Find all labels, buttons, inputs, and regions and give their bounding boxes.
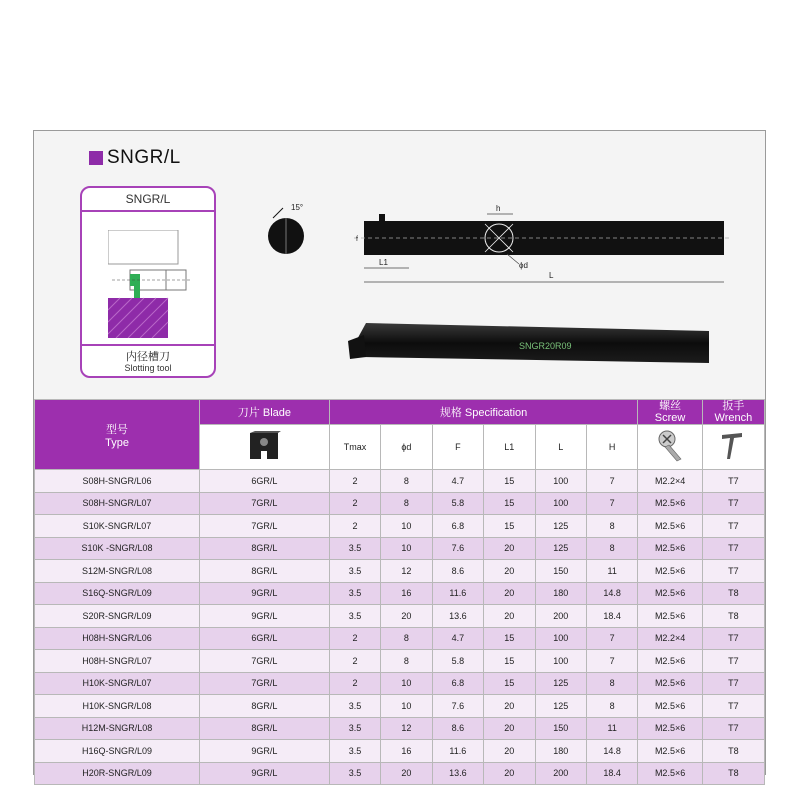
table-cell: 16	[381, 582, 432, 605]
table-cell: 9GR/L	[200, 740, 330, 763]
col-header-spec: 规格 Specification	[329, 400, 638, 425]
table-cell: 8	[381, 627, 432, 650]
table-cell: 2	[329, 492, 380, 515]
table-cell: 20	[484, 560, 535, 583]
table-cell: 3.5	[329, 582, 380, 605]
table-cell: 8	[586, 672, 637, 695]
table-cell: 4.7	[432, 470, 483, 493]
table-cell: 125	[535, 537, 586, 560]
tool-photo	[344, 315, 709, 375]
table-cell: T7	[702, 672, 764, 695]
table-cell: M2.5×6	[638, 492, 702, 515]
table-cell: 12	[381, 560, 432, 583]
blade-image-cell	[200, 425, 330, 470]
table-cell: M2.5×6	[638, 560, 702, 583]
tool-type-badge	[80, 186, 216, 378]
badge-label-en: Slotting tool	[124, 363, 172, 373]
table-cell: 8GR/L	[200, 717, 330, 740]
table-cell: T7	[702, 695, 764, 718]
table-row	[35, 740, 765, 763]
table-cell: 3.5	[329, 560, 380, 583]
table-cell: 7	[586, 492, 637, 515]
table-cell: M2.5×6	[638, 582, 702, 605]
table-cell: T7	[702, 650, 764, 673]
product-heading	[89, 147, 181, 169]
model-cell: S08H-SNGR/L06	[35, 470, 200, 493]
table-cell: 20	[484, 740, 535, 763]
table-cell: 180	[535, 582, 586, 605]
table-cell: 15	[484, 470, 535, 493]
col-header-screw	[638, 400, 702, 425]
table-cell: 8	[586, 537, 637, 560]
l1-label: L1	[379, 258, 388, 267]
table-cell: 8	[586, 695, 637, 718]
table-cell: T8	[702, 582, 764, 605]
table-cell: 10	[381, 537, 432, 560]
table-cell: 18.4	[586, 762, 637, 785]
table-cell: 8	[586, 515, 637, 538]
model-cell: S10K-SNGR/L07	[35, 515, 200, 538]
dimension-drawing	[259, 196, 729, 296]
table-cell: T7	[702, 492, 764, 515]
table-row	[35, 627, 765, 650]
sub-header: Tmax	[329, 425, 380, 470]
table-cell: 10	[381, 515, 432, 538]
model-cell: H10K-SNGR/L08	[35, 695, 200, 718]
catalog-panel	[33, 130, 766, 779]
model-cell: H20R-SNGR/L09	[35, 762, 200, 785]
table-cell: 3.5	[329, 740, 380, 763]
table-cell: 5.8	[432, 650, 483, 673]
model-cell: S12M-SNGR/L08	[35, 560, 200, 583]
product-title: SNGR/L	[107, 147, 181, 168]
col-type-en: Type	[105, 436, 129, 449]
table-cell: M2.5×6	[638, 717, 702, 740]
model-cell: H10K-SNGR/L07	[35, 672, 200, 695]
table-cell: 8	[381, 650, 432, 673]
table-cell: 10	[381, 672, 432, 695]
table-cell: 2	[329, 627, 380, 650]
table-cell: T7	[702, 560, 764, 583]
table-cell: 12	[381, 717, 432, 740]
table-cell: M2.5×6	[638, 537, 702, 560]
table-cell: T8	[702, 605, 764, 628]
model-cell: S20R-SNGR/L09	[35, 605, 200, 628]
tool-engraving: SNGR20R09	[519, 341, 572, 351]
sub-header: L	[535, 425, 586, 470]
screw-icon	[655, 429, 685, 463]
table-cell: 3.5	[329, 695, 380, 718]
table-cell: 125	[535, 515, 586, 538]
col-wrench-en: Wrench	[714, 412, 753, 424]
table-cell: 7GR/L	[200, 515, 330, 538]
table-cell: M2.5×6	[638, 650, 702, 673]
table-cell: 13.6	[432, 605, 483, 628]
table-cell: 8.6	[432, 560, 483, 583]
wrench-image-cell	[702, 425, 764, 470]
insert-blade-icon	[247, 429, 281, 463]
model-cell: S08H-SNGR/L07	[35, 492, 200, 515]
table-cell: 18.4	[586, 605, 637, 628]
table-cell: 9GR/L	[200, 762, 330, 785]
table-row	[35, 492, 765, 515]
table-cell: 200	[535, 605, 586, 628]
table-cell: 9GR/L	[200, 605, 330, 628]
angle-label: 15°	[291, 203, 304, 212]
table-cell: 15	[484, 650, 535, 673]
table-row	[35, 762, 765, 785]
table-cell: 200	[535, 762, 586, 785]
table-cell: 8GR/L	[200, 695, 330, 718]
table-row	[35, 717, 765, 740]
table-cell: M2.5×6	[638, 740, 702, 763]
col-header-type	[35, 400, 200, 470]
table-row	[35, 695, 765, 718]
table-cell: 100	[535, 470, 586, 493]
table-cell: M2.2×4	[638, 470, 702, 493]
table-cell: 2	[329, 650, 380, 673]
table-cell: 11.6	[432, 740, 483, 763]
phi-d-label: ϕd	[519, 261, 528, 270]
table-cell: 6GR/L	[200, 470, 330, 493]
sub-header: L1	[484, 425, 535, 470]
table-cell: 6GR/L	[200, 627, 330, 650]
sub-header: H	[586, 425, 637, 470]
model-cell: H16Q-SNGR/L09	[35, 740, 200, 763]
specification-table	[34, 399, 765, 785]
table-cell: 7	[586, 470, 637, 493]
badge-label-cn: 内径槽刀	[126, 351, 170, 363]
table-cell: 150	[535, 717, 586, 740]
table-cell: 100	[535, 627, 586, 650]
table-cell: T7	[702, 515, 764, 538]
table-cell: T7	[702, 537, 764, 560]
table-cell: 100	[535, 492, 586, 515]
table-cell: 7GR/L	[200, 650, 330, 673]
table-cell: 125	[535, 695, 586, 718]
table-cell: 20	[484, 537, 535, 560]
model-cell: H08H-SNGR/L07	[35, 650, 200, 673]
table-row	[35, 605, 765, 628]
table-cell: 20	[484, 582, 535, 605]
h-label: h	[496, 204, 501, 213]
table-row	[35, 515, 765, 538]
table-cell: 3.5	[329, 717, 380, 740]
table-cell: 14.8	[586, 582, 637, 605]
table-cell: 100	[535, 650, 586, 673]
table-cell: 16	[381, 740, 432, 763]
table-cell: 7	[586, 650, 637, 673]
table-cell: 15	[484, 627, 535, 650]
badge-title: SNGR/L	[125, 192, 171, 206]
table-cell: M2.2×4	[638, 627, 702, 650]
table-cell: 125	[535, 672, 586, 695]
table-cell: M2.5×6	[638, 605, 702, 628]
torx-wrench-icon	[718, 429, 748, 463]
table-row	[35, 650, 765, 673]
model-cell: S10K -SNGR/L08	[35, 537, 200, 560]
internal-slotting-diagram-icon	[108, 230, 192, 338]
table-cell: M2.5×6	[638, 695, 702, 718]
table-cell: 5.8	[432, 492, 483, 515]
table-cell: 7.6	[432, 537, 483, 560]
table-cell: T8	[702, 762, 764, 785]
table-cell: T7	[702, 627, 764, 650]
sub-header: ϕd	[381, 425, 432, 470]
table-row	[35, 470, 765, 493]
table-cell: 20	[484, 762, 535, 785]
table-cell: 4.7	[432, 627, 483, 650]
table-cell: 7	[586, 627, 637, 650]
table-cell: 2	[329, 672, 380, 695]
table-cell: 150	[535, 560, 586, 583]
table-cell: 6.8	[432, 672, 483, 695]
col-type-cn: 型号	[106, 423, 129, 436]
table-cell: 13.6	[432, 762, 483, 785]
table-cell: 3.5	[329, 537, 380, 560]
model-cell: H12M-SNGR/L08	[35, 717, 200, 740]
table-cell: 20	[484, 695, 535, 718]
table-row	[35, 672, 765, 695]
table-cell: 8	[381, 492, 432, 515]
table-cell: T7	[702, 717, 764, 740]
table-cell: T7	[702, 470, 764, 493]
product-overview	[34, 131, 765, 399]
table-cell: 20	[381, 605, 432, 628]
screw-image-cell	[638, 425, 702, 470]
sub-header: F	[432, 425, 483, 470]
table-cell: T8	[702, 740, 764, 763]
table-cell: 7GR/L	[200, 492, 330, 515]
table-cell: 20	[381, 762, 432, 785]
table-cell: M2.5×6	[638, 672, 702, 695]
table-cell: 3.5	[329, 605, 380, 628]
table-cell: 8GR/L	[200, 537, 330, 560]
table-cell: 8	[381, 470, 432, 493]
table-cell: 15	[484, 672, 535, 695]
col-screw-cn: 螺丝	[659, 400, 682, 412]
col-header-wrench	[702, 400, 764, 425]
f-label: f	[356, 236, 358, 243]
model-cell: H08H-SNGR/L06	[35, 627, 200, 650]
table-cell: 14.8	[586, 740, 637, 763]
table-cell: 6.8	[432, 515, 483, 538]
table-row	[35, 537, 765, 560]
table-cell: 7.6	[432, 695, 483, 718]
table-cell: 2	[329, 515, 380, 538]
table-cell: 180	[535, 740, 586, 763]
l-label: L	[549, 271, 554, 280]
table-cell: 11	[586, 717, 637, 740]
table-cell: M2.5×6	[638, 762, 702, 785]
table-cell: 7GR/L	[200, 672, 330, 695]
table-cell: 11	[586, 560, 637, 583]
table-cell: 8.6	[432, 717, 483, 740]
badge-divider	[82, 210, 214, 212]
table-cell: 20	[484, 605, 535, 628]
table-row	[35, 560, 765, 583]
col-header-blade: 刀片 Blade	[200, 400, 330, 425]
badge-divider	[82, 344, 214, 346]
table-cell: 15	[484, 492, 535, 515]
table-cell: M2.5×6	[638, 515, 702, 538]
heading-marker	[89, 151, 103, 165]
table-cell: 9GR/L	[200, 582, 330, 605]
table-cell: 3.5	[329, 762, 380, 785]
table-row	[35, 582, 765, 605]
col-wrench-cn: 扳手	[722, 400, 745, 412]
model-cell: S16Q-SNGR/L09	[35, 582, 200, 605]
table-cell: 15	[484, 515, 535, 538]
col-screw-en: Screw	[654, 412, 686, 424]
table-cell: 20	[484, 717, 535, 740]
table-cell: 2	[329, 470, 380, 493]
table-cell: 8GR/L	[200, 560, 330, 583]
table-cell: 11.6	[432, 582, 483, 605]
table-cell: 10	[381, 695, 432, 718]
